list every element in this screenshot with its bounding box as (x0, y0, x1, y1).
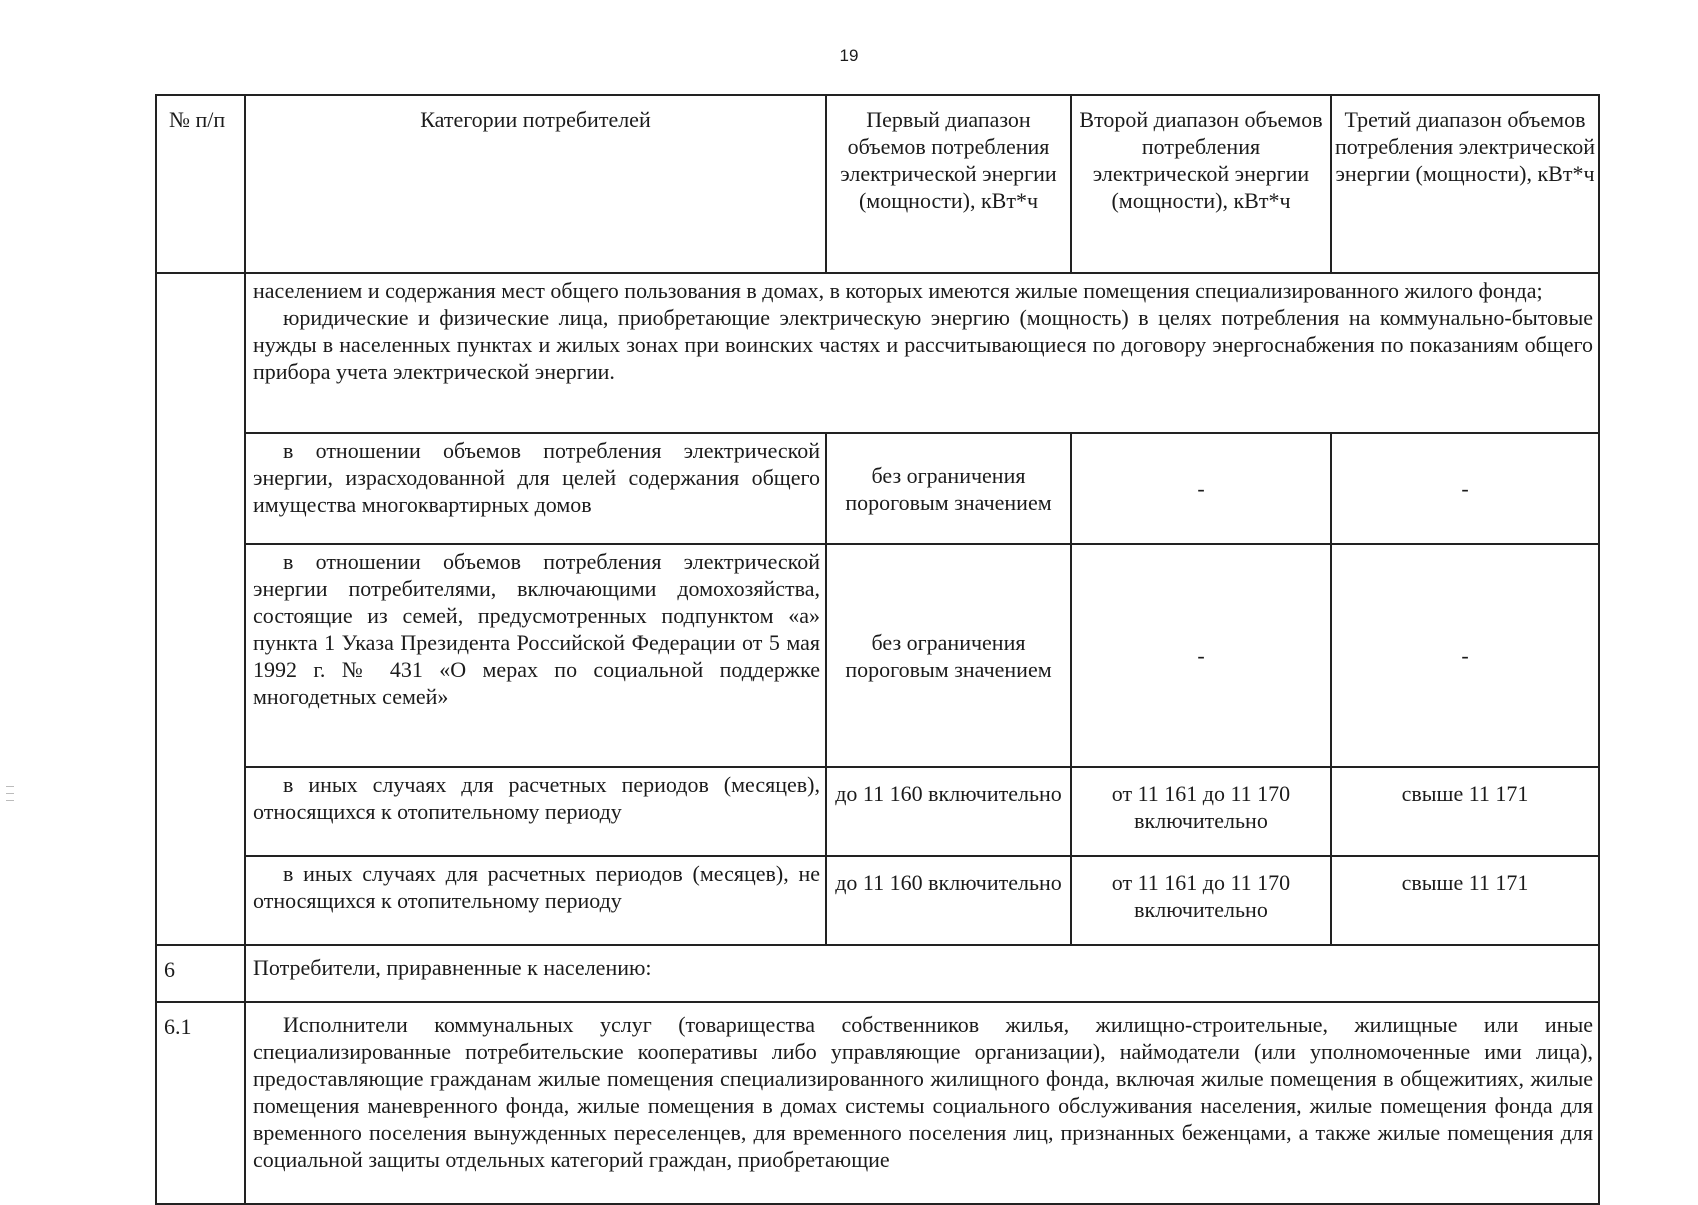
section-description (245, 1002, 1599, 1204)
category-cell (245, 856, 826, 945)
scan-mark (6, 786, 14, 787)
header-number: № п/п (156, 95, 245, 273)
range-3-cell: свыше 11 171 (1331, 856, 1599, 945)
section-text: Потребители, приравненные к населению: (253, 955, 652, 980)
range-3-cell: свыше 11 171 (1331, 767, 1599, 856)
category-cell (245, 544, 826, 767)
category-text: в отношении объемов потребления электрической энергии потребителями, включающими домохозяйства, состоящие из семей, предусмотренных подпунктом «а» пункта 1 Указа Президента Российской Федерации от 5 мая 1992 г. № 431 «О мерах по социальной поддержке многодетных семей» (253, 549, 820, 709)
category-text: в иных случаях для расчетных периодов (месяцев), относящихся к отопительному периоду (253, 772, 820, 824)
table-row (156, 1002, 1599, 1204)
category-cell (245, 433, 826, 544)
table-row (156, 945, 1599, 1002)
intro-text-cell (245, 273, 1599, 433)
intro-paragraph: населением и содержания мест общего пользования в домах, в которых имеются жилые помещения специализированного жилого фонда; (253, 278, 1543, 303)
section-number: 6 (156, 945, 245, 1002)
range-2-cell: - (1071, 544, 1331, 767)
row-number-cell (156, 273, 245, 945)
header-category: Категории потребителей (245, 95, 826, 273)
range-1-cell: до 11 160 включительно (826, 767, 1071, 856)
header-range-2: Второй диапазон объемов потребления электрической энергии (мощности), кВт*ч (1071, 95, 1331, 273)
table-header-row (156, 95, 1599, 273)
range-1-cell: до 11 160 включительно (826, 856, 1071, 945)
range-2-cell: - (1071, 433, 1331, 544)
section-title (245, 945, 1599, 1002)
header-range-3: Третий диапазон объемов потребления электрической энергии (мощности), кВт*ч (1331, 95, 1599, 273)
table-row (156, 544, 1599, 767)
intro-paragraph: юридические и физические лица, приобретающие электрическую энергию (мощность) в целях потребления на коммунально-бытовые нужды в населенных пунктах и жилых зонах при воинских частях и рассчитывающиеся по договору энергоснабжения по показаниям общего прибора учета электрической энергии. (253, 305, 1593, 384)
scan-mark (6, 800, 14, 801)
section-number: 6.1 (156, 1002, 245, 1204)
table-row (156, 856, 1599, 945)
scan-mark (6, 793, 14, 794)
range-1-cell: без ограничения пороговым значением (826, 544, 1071, 767)
table-row (156, 767, 1599, 856)
category-text: в отношении объемов потребления электрической энергии, израсходованной для целей содержания общего имущества многоквартирных домов (253, 438, 820, 517)
table-row (156, 273, 1599, 433)
tariff-table (155, 94, 1600, 1205)
range-3-cell: - (1331, 433, 1599, 544)
range-2-cell: от 11 161 до 11 170 включительно (1071, 767, 1331, 856)
page-number: 19 (839, 46, 859, 65)
range-2-cell: от 11 161 до 11 170 включительно (1071, 856, 1331, 945)
table-row (156, 433, 1599, 544)
section-text: Исполнители коммунальных услуг (товарищества собственников жилья, жилищно-строительные, жилищные или иные специализированные потребительские кооперативы либо управляющие организации), наймодатели (или уполномоченные ими лица), предоставляющие гражданам жилые помещения специализированного жилищного фонда, включая жилые помещения в общежитиях, жилые помещения маневренного фонда, жилые помещения в домах системы социального обслуживания населения, жилые помещения фонда для временного поселения вынужденных переселенцев, для временного поселения лиц, признанных беженцами, а также жилые помещения для социальной защиты отдельных категорий граждан, приобретающие (253, 1012, 1593, 1172)
category-text: в иных случаях для расчетных периодов (месяцев), не относящихся к отопительному периоду (253, 861, 820, 913)
range-1-cell: без ограничения пороговым значением (826, 433, 1071, 544)
range-3-cell: - (1331, 544, 1599, 767)
category-cell (245, 767, 826, 856)
header-range-1: Первый диапазон объемов потребления электрической энергии (мощности), кВт*ч (826, 95, 1071, 273)
